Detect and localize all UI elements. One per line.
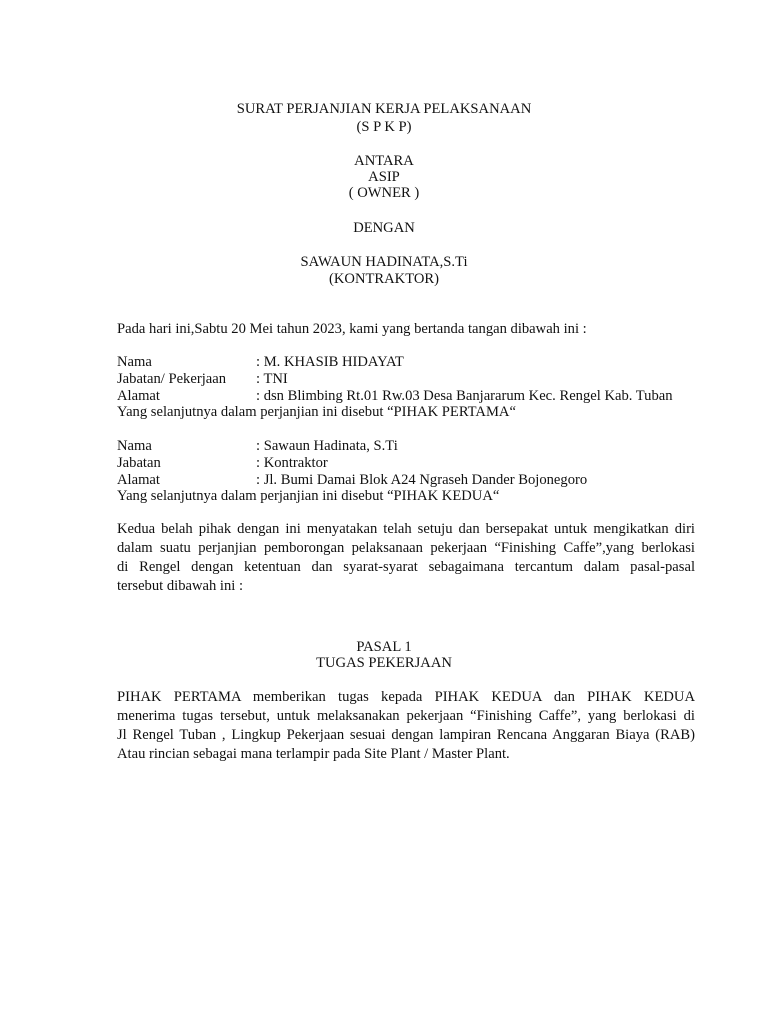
pasal1-line: Atau rincian sebagai mana terlampir pada Site Plant / Master Plant.	[117, 746, 510, 762]
party1-job-row	[117, 371, 288, 388]
party2-job-value: : Kontraktor	[256, 455, 328, 471]
intro-sentence: Pada hari ini,Sabtu 20 Mei tahun 2023, kami yang bertanda tangan dibawah ini :	[117, 321, 587, 337]
pasal1-paragraph	[117, 689, 695, 763]
doc-title: SURAT PERJANJIAN KERJA PELAKSANAAN	[236, 101, 532, 117]
party1-address-row	[117, 388, 673, 405]
agreement-line: Kedua belah pihak dengan ini menyatakan telah setuju dan bersepakat untuk mengikatkan diri	[117, 521, 695, 537]
pasal1-line: menerima tugas tersebut, untuk melaksanakan pekerjaan “Finishing Caffe”, yang berlokasi di	[117, 708, 695, 724]
pasal1-line: PIHAK PERTAMA memberikan tugas kepada PIHAK KEDUA dan PIHAK KEDUA	[117, 689, 695, 705]
doc-abbreviation: (S P K P)	[356, 119, 412, 135]
contractor-name: SAWAUN HADINATA,S.Ti	[300, 254, 468, 270]
party1-name-row	[117, 354, 404, 371]
party2-designation: Yang selanjutnya dalam perjanjian ini disebut “PIHAK KEDUA“	[117, 488, 500, 504]
party1-name-label: Nama	[117, 354, 152, 370]
contractor-role: (KONTRAKTOR)	[329, 271, 439, 287]
party2-address-value: : Jl. Bumi Damai Blok A24 Ngraseh Dander Bojonegoro	[256, 472, 588, 488]
party2-name-label: Nama	[117, 438, 152, 454]
party2-job-row	[117, 455, 328, 472]
agreement-line: tersebut dibawah ini :	[117, 578, 244, 594]
party2-job-label: Jabatan	[117, 455, 161, 471]
dengan-label: DENGAN	[353, 220, 415, 236]
owner-role: ( OWNER )	[348, 185, 420, 201]
agreement-paragraph	[117, 521, 695, 595]
owner-name: ASIP	[368, 169, 400, 185]
party1-address-value: : dsn Blimbing Rt.01 Rw.03 Desa Banjararum Kec. Rengel Kab. Tuban	[256, 388, 673, 404]
party1-name-value: : M. KHASIB HIDAYAT	[256, 354, 404, 370]
party2-name-value: : Sawaun Hadinata, S.Ti	[256, 438, 398, 454]
pasal1-line: Jl Rengel Tuban , Lingkup Pekerjaan sesuai dengan lampiran Rencana Anggaran Biaya (RAB)	[117, 727, 695, 743]
party2-name-row	[117, 438, 398, 455]
pasal-title: PASAL 1	[356, 639, 412, 655]
agreement-line: dalam suatu perjanjian pemborongan pelaksanaan pekerjaan “Finishing Caffe”,yang berlokasi	[117, 540, 695, 556]
party1-designation: Yang selanjutnya dalam perjanjian ini disebut “PIHAK PERTAMA“	[117, 404, 516, 420]
pasal-subtitle: TUGAS PEKERJAAN	[316, 655, 452, 671]
party1-job-label: Jabatan/ Pekerjaan	[117, 371, 226, 387]
party2-address-label: Alamat	[117, 472, 160, 488]
party1-address-label: Alamat	[117, 388, 160, 404]
agreement-line: di Rengel dengan ketentuan dan syarat-syarat sebagaimana tercantum dalam pasal-pasal	[117, 559, 695, 575]
antara-label: ANTARA	[354, 153, 414, 169]
party1-job-value: : TNI	[256, 371, 288, 387]
party2-address-row	[117, 472, 587, 489]
